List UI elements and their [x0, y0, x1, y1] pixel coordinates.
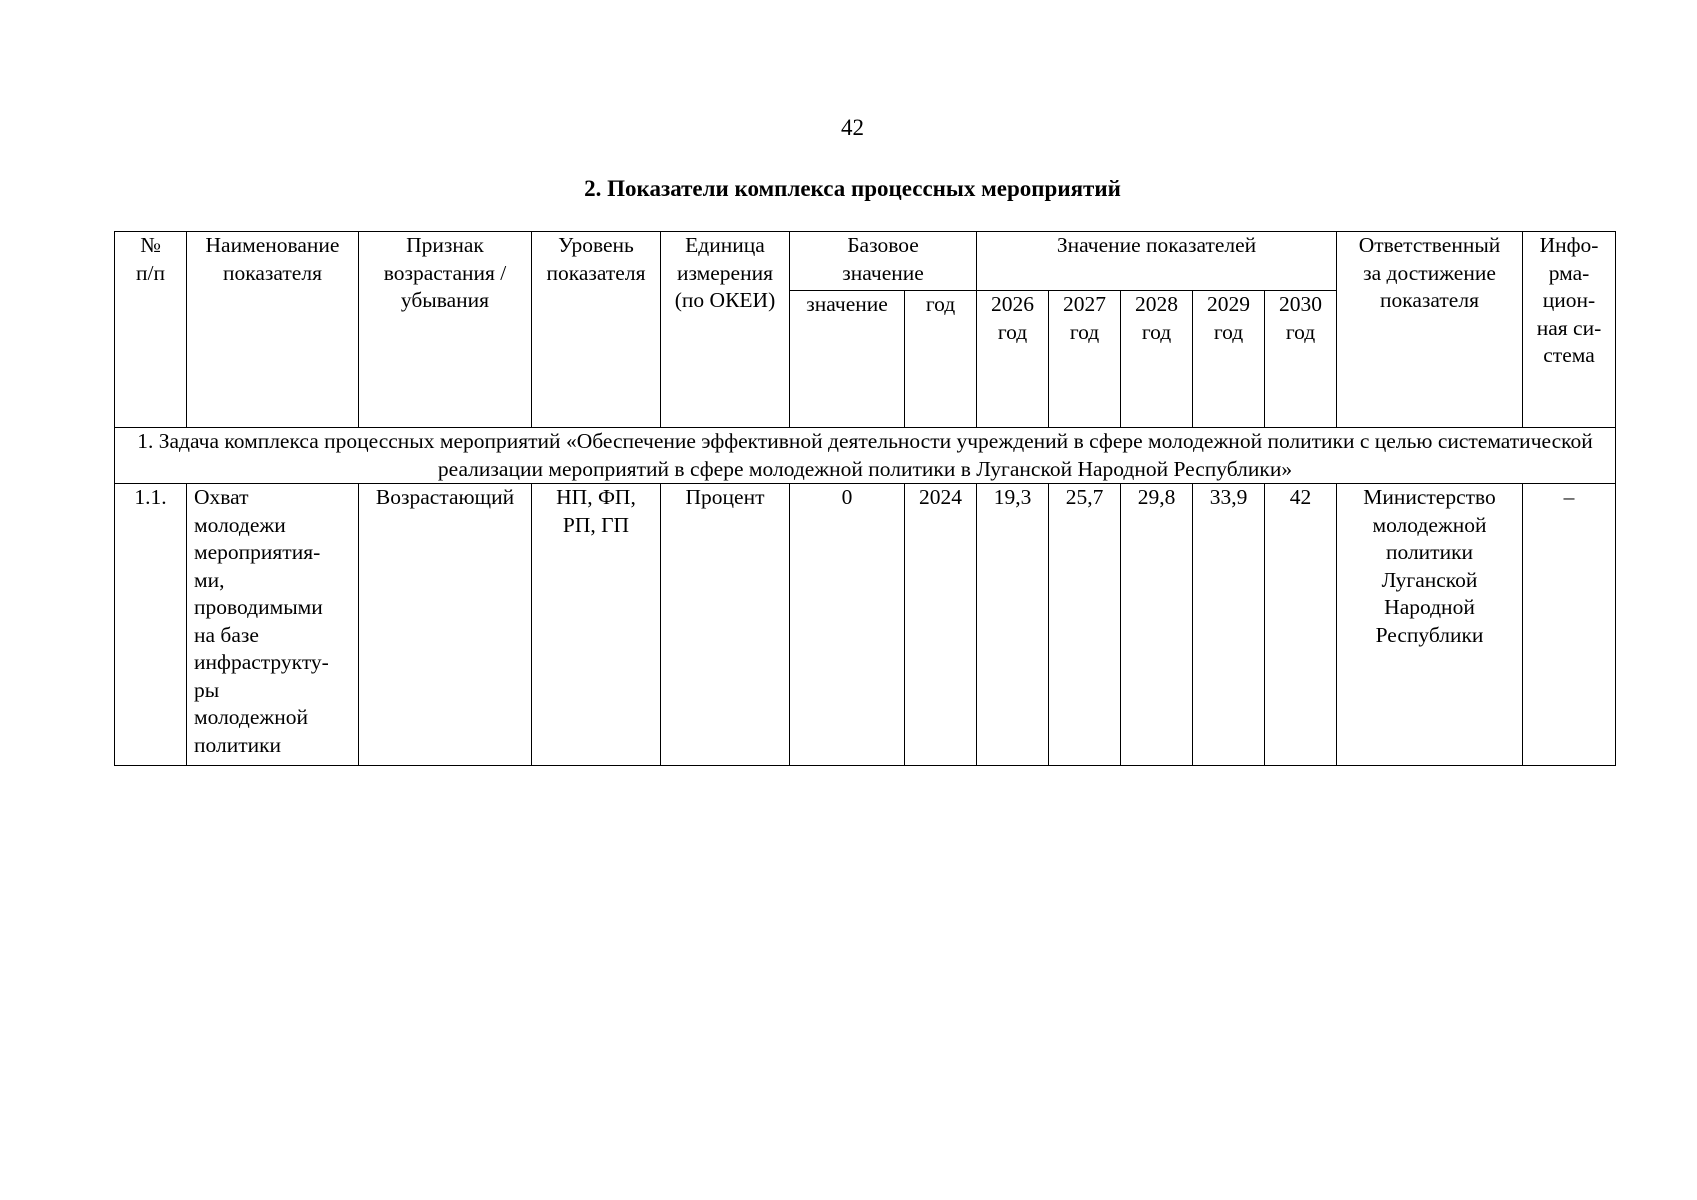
header-base-value: значение [790, 291, 905, 428]
indicators-table [114, 231, 1616, 766]
header-num: № п/п [115, 232, 187, 428]
header-unit: Единица измерения (по ОКЕИ) [661, 232, 790, 428]
cell-value-2030: 42 [1265, 484, 1337, 766]
cell-value-2027: 25,7 [1049, 484, 1121, 766]
table-row [115, 484, 1616, 766]
header-level: Уровень показателя [532, 232, 661, 428]
header-year-2030: 2030 год [1265, 291, 1337, 428]
header-year-2027: 2027 год [1049, 291, 1121, 428]
header-values-group: Значение показателей [977, 232, 1337, 291]
cell-base-year: 2024 [905, 484, 977, 766]
cell-value-2026: 19,3 [977, 484, 1049, 766]
header-year-2026: 2026 год [977, 291, 1049, 428]
task-row [115, 428, 1616, 484]
task-description: 1. Задача комплекса процессных мероприятий «Обеспечение эффективной деятельности учреждений в сфере молодежной политики с целью систематической реализации мероприятий в сфере молодежной политики в Луганской Народной Республики» [115, 428, 1616, 484]
cell-num: 1.1. [115, 484, 187, 766]
header-year-2028: 2028 год [1121, 291, 1193, 428]
cell-trend: Возрастающий [359, 484, 532, 766]
section-title: 2. Показатели комплекса процессных мероприятий [584, 176, 1121, 201]
cell-info-system: – [1523, 484, 1616, 766]
cell-value-2028: 29,8 [1121, 484, 1193, 766]
cell-base-value: 0 [790, 484, 905, 766]
header-info-system: Инфо- рма- цион- ная си- стема [1523, 232, 1616, 428]
cell-value-2029: 33,9 [1193, 484, 1265, 766]
cell-indicator-name: Охват молодежи мероприятия- ми, проводимыми на базе инфраструкту- ры молодежной политики [187, 484, 359, 766]
header-base-year: год [905, 291, 977, 428]
header-year-2029: 2029 год [1193, 291, 1265, 428]
cell-responsible: Министерство молодежной политики Луганской Народной Республики [1337, 484, 1523, 766]
cell-level: НП, ФП, РП, ГП [532, 484, 661, 766]
header-row-1 [115, 232, 1616, 291]
header-responsible: Ответственный за достижение показателя [1337, 232, 1523, 428]
header-name: Наименование показателя [187, 232, 359, 428]
page-number: 42 [841, 115, 864, 140]
header-base-group: Базовое значение [790, 232, 977, 291]
cell-unit: Процент [661, 484, 790, 766]
header-trend: Признак возрастания / убывания [359, 232, 532, 428]
